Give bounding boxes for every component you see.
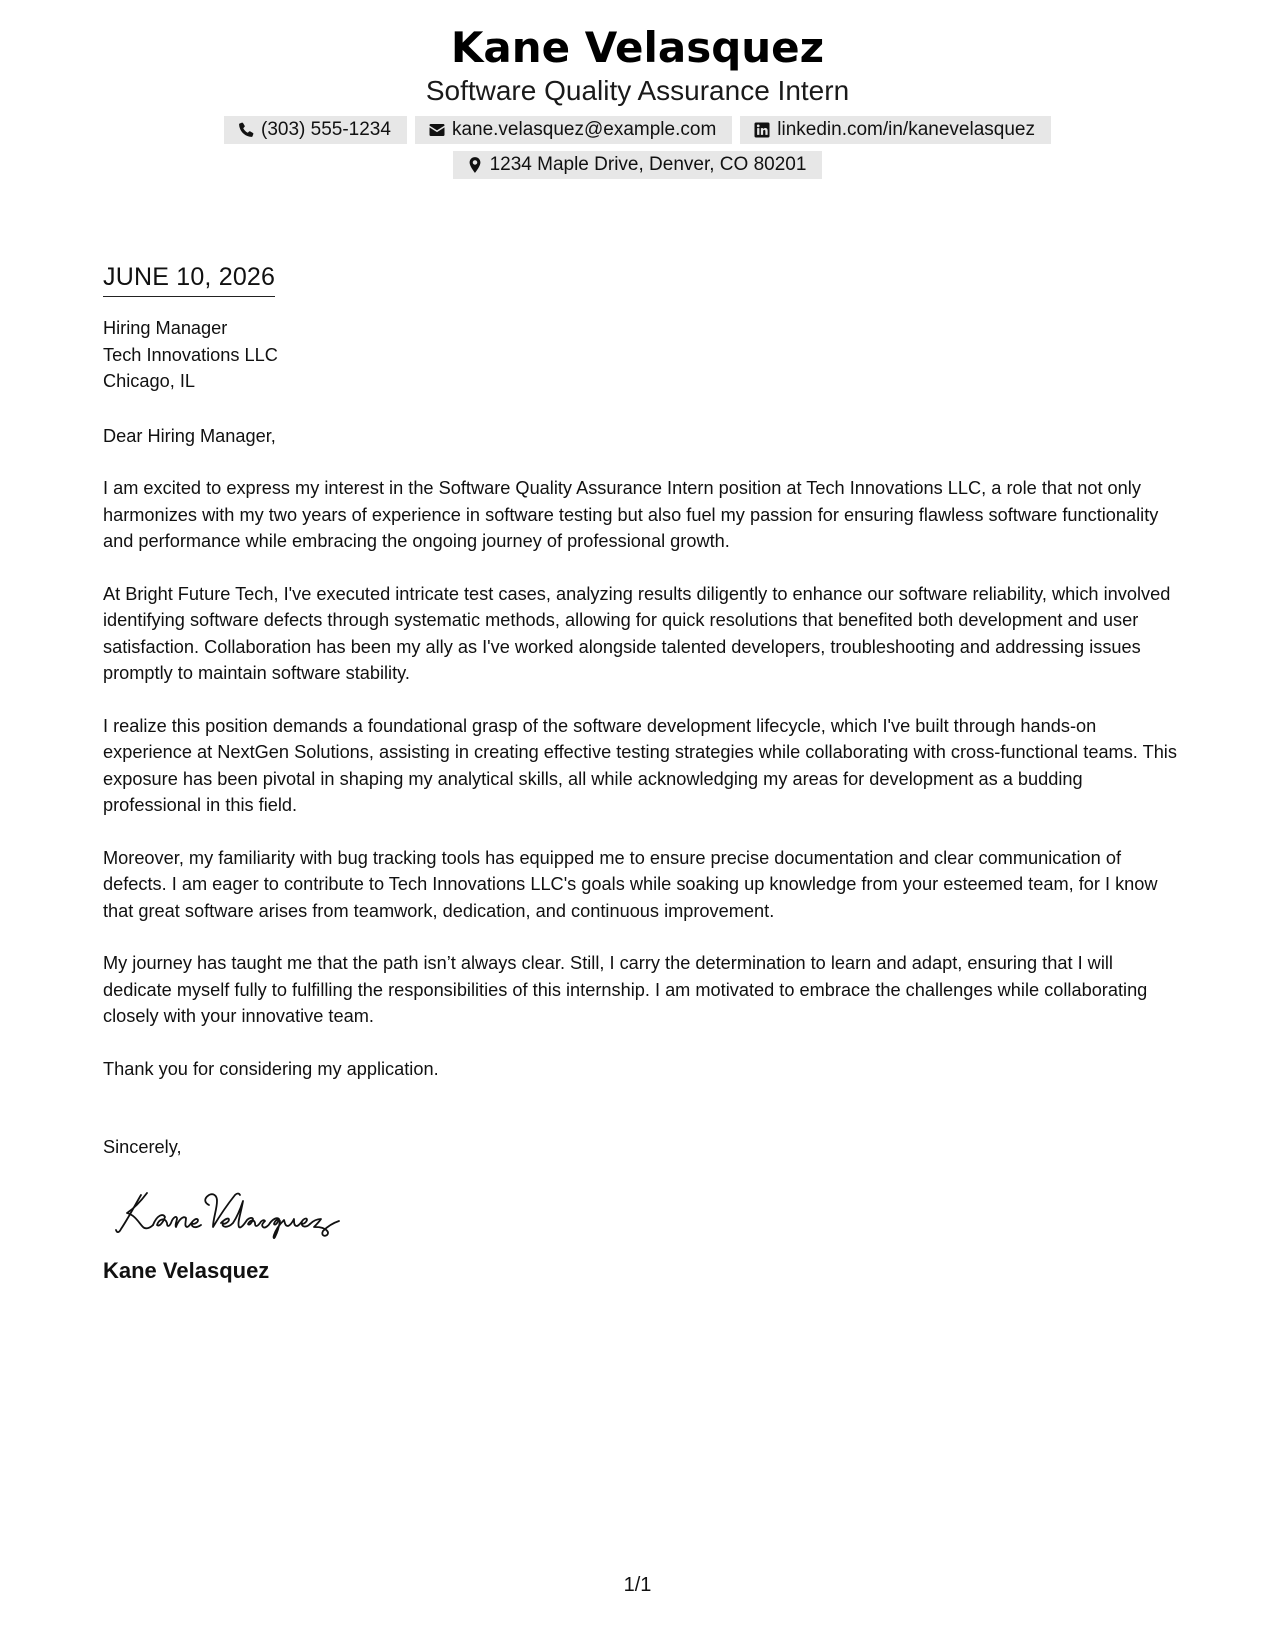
contact-email-text: kane.velasquez@example.com <box>451 119 717 140</box>
body-paragraph: Moreover, my familiarity with bug tracking tools has equipped me to ensure precise documentation and clear communication of defects. I am eager to contribute to Tech Innovations LLC's goals while soaking up knowledge from your esteemed team, for I know that great software arises from teamwork, dedication, and continuous improvement. <box>103 847 1158 921</box>
signed-name: Kane Velasquez <box>103 1257 270 1283</box>
contact-linkedin-text: linkedin.com/in/kanevelasquez <box>777 119 1035 140</box>
map-marker-icon <box>466 156 484 174</box>
salutation: Dear Hiring Manager, <box>103 425 276 446</box>
closing: Sincerely, <box>103 1137 182 1157</box>
contact-linkedin[interactable] <box>740 116 1051 144</box>
contact-phone[interactable] <box>224 116 407 144</box>
contact-phone-text: (303) 555-1234 <box>261 119 391 140</box>
phone-icon <box>237 121 255 139</box>
applicant-name: Kane Velasquez <box>450 23 825 72</box>
recipient-line: Hiring Manager <box>103 318 228 338</box>
body-paragraph: Thank you for considering my application. <box>103 1058 439 1079</box>
recipient-line: Tech Innovations LLC <box>103 344 278 365</box>
contact-row-primary <box>0 116 1275 144</box>
recipient-line: Chicago, IL <box>103 371 196 391</box>
contact-address[interactable] <box>453 151 823 179</box>
body-paragraph: At Bright Future Tech, I've executed intricate test cases, analyzing results diligently to enhance our software reliability, which involved identifying software defects through systematic methods, allowing for quick resolutions that benefited both development and user satisfaction. Collaboration has been my ally as I've worked alongside talented developers, troubleshooting and addressing issues promptly to maintain software stability. <box>103 583 1171 683</box>
letter-header <box>0 22 1275 179</box>
handwritten-signature <box>113 1183 363 1243</box>
letter-date: JUNE 10, 2026 <box>103 260 275 297</box>
body-paragraph: My journey has taught me that the path isn’t always clear. Still, I carry the determination to learn and adapt, ensuring that I will dedicate myself fully to fulfilling the responsibilities of this internship. I am motivated to embrace the challenges while collaborating closely with your innovative team. <box>103 953 1148 1026</box>
applicant-title: Software Quality Assurance Intern <box>425 75 850 106</box>
contact-row-secondary <box>0 151 1275 179</box>
linkedin-icon <box>753 121 771 139</box>
recipient-block <box>103 315 1178 395</box>
page-number: 1/1 <box>623 1574 652 1596</box>
letter-body <box>103 260 1178 1285</box>
body-paragraph: I am excited to express my interest in the Software Quality Assurance Intern position at Tech Innovations LLC, a role that not only harmonizes with my two years of experience in software testing but also fuel my passion for ensuring flawless software functionality and performance while embracing the ongoing journey of professional growth. <box>103 478 1159 551</box>
contact-address-text: 1234 Maple Drive, Denver, CO 80201 <box>489 154 807 175</box>
envelope-icon <box>428 121 446 139</box>
body-paragraph: I realize this position demands a foundational grasp of the software development lifecycle, which I've built through hands-on experience at NextGen Solutions, assisting in creating effective testing strategies while collaborating with cross-functional teams. This exposure has been pivotal in shaping my analytical skills, all while acknowledging my areas for development as a budding professional in this field. <box>103 715 1177 815</box>
contact-email[interactable] <box>415 116 732 144</box>
